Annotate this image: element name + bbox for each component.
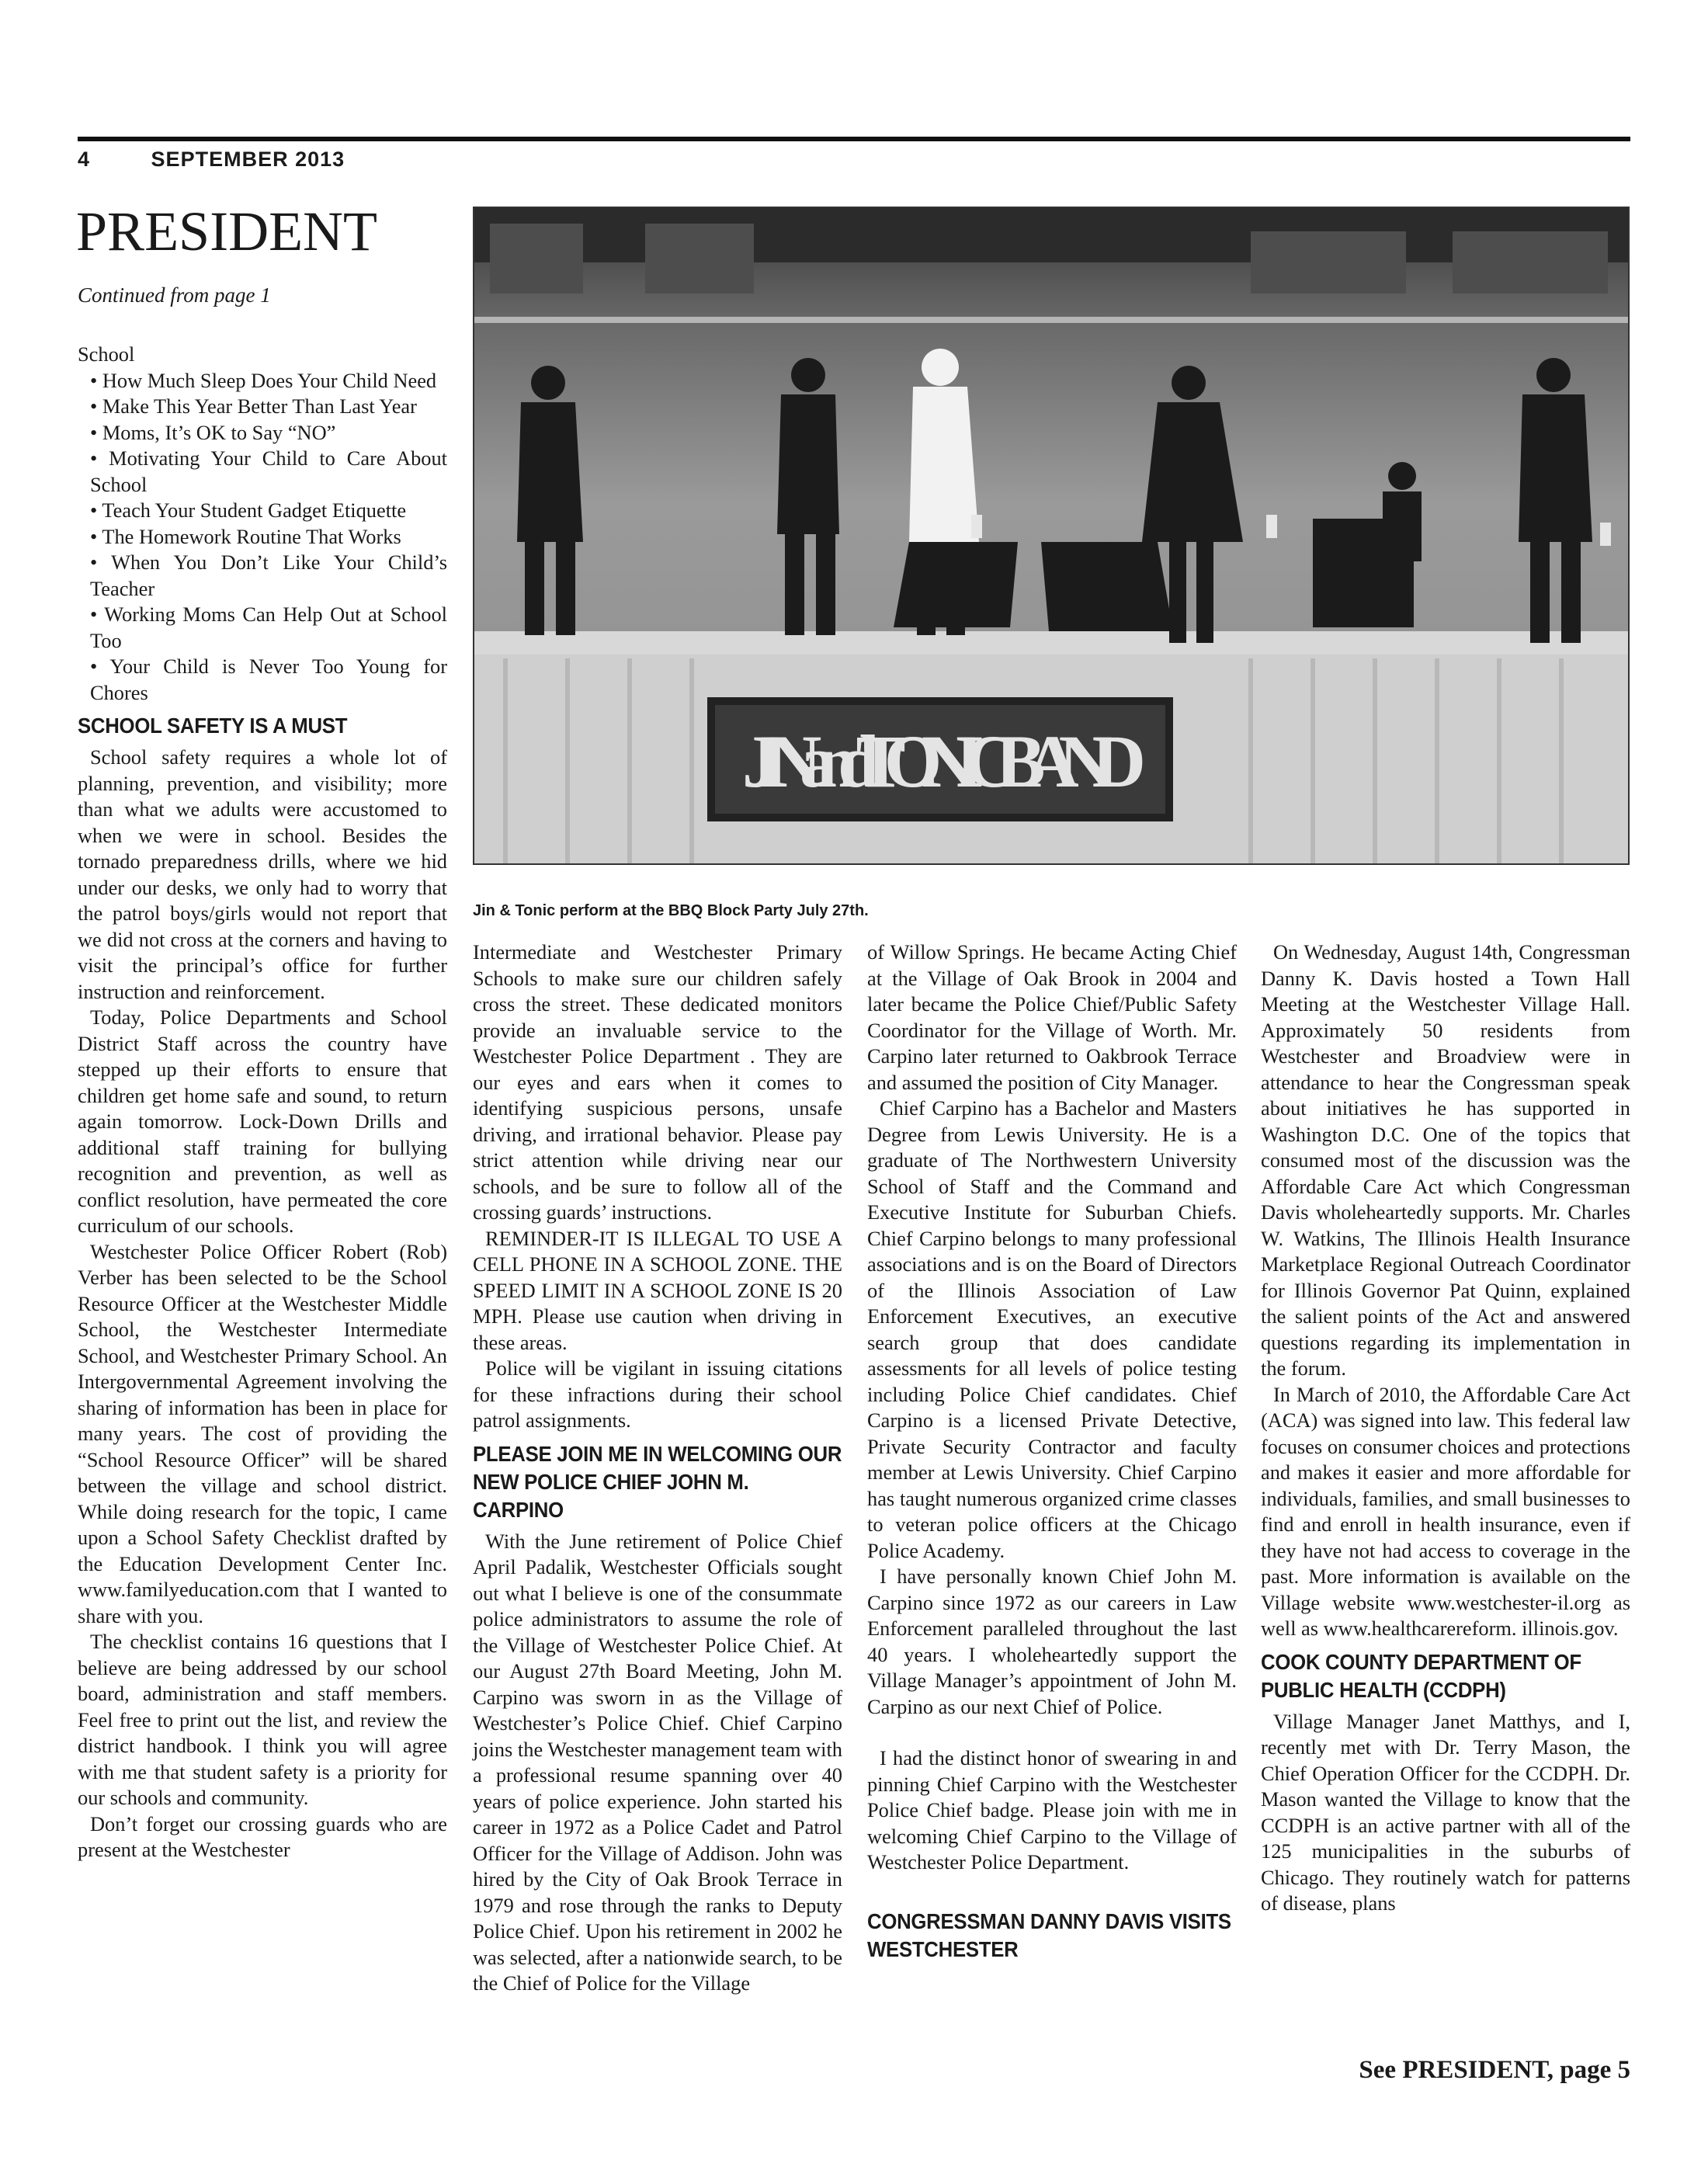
column-1: [78, 342, 447, 1863]
page-number: 4: [78, 148, 91, 171]
paragraph-gap: [867, 1876, 1237, 1901]
paragraph: Chief Carpino has a Bachelor and Masters Degree from Lewis University. He is a graduate of The Northwestern University School of Staff and the Command and Executive Institute for Suburban Chiefs. Chief Carpino belongs to many professional associations and is on the Board of Directors of the Illinois Association of Law Enforcement Executives, an executive search group that does candidate assessments for all levels of police testing including Police Chief candidates. Chief Carpino is a licensed Private Detective, Private Security Contractor and faculty member at Lewis University. Chief Carpino has taught numerous organized crime classes to veteran police officers at the Chicago Police Academy.: [867, 1096, 1237, 1562]
column-3: [867, 939, 1237, 1968]
issue-date: SEPTEMBER 2013: [151, 148, 345, 171]
list-item: • When You Don’t Like Your Child’s Teacher: [90, 550, 447, 600]
subhead-congressman: CONGRESSMAN DANNY DAVIS VISITS WESTCHESTER: [867, 1908, 1231, 1961]
paragraph-gap: [867, 1720, 1237, 1745]
paragraph: Police will be vigilant in issuing citations for these infractions during their school patrol assignments.: [473, 1356, 842, 1432]
paragraph: Today, Police Departments and School District Staff across the country have stepped up their efforts to ensure that children get home safe and sound, to return again tomorrow. Lock-Down Drills and additional staff training for bullying recognition and prevention, as well as conflict resolution, have permeated the core curriculum of our schools.: [78, 1005, 447, 1237]
column-2: [473, 939, 842, 1997]
paragraph: In March of 2010, the Affordable Care Act (ACA) was signed into law. This federal law focuses on consumer choices and protections and makes it easier and more affordable for individuals, families, and small businesses to find and enroll in health insurance, even if they have not had access to coverage in the past. More information is available on the Village website www.westchester-il.org as well as www.healthcarereform. illinois.gov.: [1261, 1382, 1630, 1640]
band-photo-illustration: [474, 208, 1628, 863]
band-photo: [473, 207, 1630, 865]
list-item: • The Homework Routine That Works: [90, 524, 401, 548]
paragraph: With the June retirement of Police Chief April Padalik, Westchester Officials sought out what I believe is one of the consummate police administrators to assume the role of the Village of Westchester Police Chief. At our August 27th Board Meeting, John M. Carpino was sworn in as the Village of Westchester’s Police Chief. Chief Carpino joins the Westchester management team with a professional resume spanning over 40 years of police experience. John started his career in 1972 as a Police Cadet and Patrol Officer for the Village of Addison. John was hired by the City of Oak Brook Terrace in 1979 and rose through the ranks to Deputy Police Chief. Upon his retirement in 2002 he was selected, after a nationwide search, to be the Chief of Police for the Village: [473, 1529, 842, 1995]
paragraph: I have personally known Chief John M. Carpino since 1972 as our careers in Law Enforcement paralleled throughout the last 40 years. I wholeheartedly support the Village Manager’s appointment of John M. Carpino as our next Chief of Police.: [867, 1565, 1237, 1718]
article-headline: PRESIDENT: [76, 200, 378, 262]
paragraph: Intermediate and Westchester Primary Schools to make sure our children safely cross the street. These dedicated monitors provide an invaluable service to the Westchester Police Department . They are our eyes and ears when it comes to identifying suspicious persons, unsafe driving, and irrational behavior. Please pay strict attention while driving near our schools, and be sure to follow all of the crossing guards’ instructions.: [473, 940, 842, 1224]
subhead-police-chief: PLEASE JOIN ME IN WELCOMING OUR NEW POLICE CHIEF JOHN M. CARPINO: [473, 1441, 842, 1522]
list-item: • Working Moms Can Help Out at School Too: [90, 603, 447, 652]
paragraph: On Wednesday, August 14th, Congressman Danny K. Davis hosted a Town Hall Meeting at the Westchester Village Hall. Approximately 50 residents from Westchester and Broadview were in attendance to hear the Congressman speak about initiatives he has supported in Washington D.C. One of the topics that consumed most of the discussion was the Affordable Care Act which Congressman Davis wholeheartedly supports. Mr. Charles W. Watkins, The Illinois Health Insurance Marketplace Regional Outreach Coordinator for Illinois Governor Pat Quinn, explained the salient points of the Act and answered questions regarding its implementation in the forum.: [1261, 940, 1630, 1380]
list-item: • Moms, It’s OK to Say “NO”: [90, 420, 336, 444]
jump-line: See PRESIDENT, page 5: [1359, 2056, 1630, 2084]
page-folio: [78, 148, 345, 172]
subhead-ccdph: COOK COUNTY DEPARTMENT OF PUBLIC HEALTH (CCDPH): [1261, 1649, 1581, 1702]
column-4: [1261, 939, 1630, 1917]
banner-text: JIN and TONIC BAND: [742, 720, 1146, 803]
paragraph: I had the distinct honor of swearing in and pinning Chief Carpino with the Westchester Police Chief badge. Please join with me in welcoming Chief Carpino to the Village of Westchester Police Department.: [867, 1746, 1237, 1874]
list-intro: School: [78, 342, 135, 366]
paragraph: of Willow Springs. He became Acting Chief at the Village of Oak Brook in 2004 and later became the Police Chief/Public Safety Coordinator for the Village of Worth. Mr. Carpino later returned to Oakbrook Terrace and assumed the position of City Manager.: [867, 940, 1237, 1094]
checklist-bullets: [78, 368, 447, 707]
paragraph: REMINDER-IT IS ILLEGAL TO USE A CELL PHONE IN A SCHOOL ZONE. THE SPEED LIMIT IN A SCHOOL ZONE IS 20 MPH. Please use caution when driving in these areas.: [473, 1226, 842, 1354]
continued-note: Continued from page 1: [78, 283, 271, 307]
header-rule: [78, 137, 1630, 141]
subhead-school-safety: SCHOOL SAFETY IS A MUST: [78, 714, 348, 738]
paragraph: Don’t forget our crossing guards who are present at the Westchester: [78, 1811, 447, 1861]
paragraph: The checklist contains 16 questions that I believe are being addressed by our school board, administration and staff members. Feel free to print out the list, and review the district handbook. I think you will agree with me that student safety is a priority for our schools and community.: [78, 1630, 447, 1809]
paragraph: Westchester Police Officer Robert (Rob) Verber has been selected to be the School Resource Officer at the Westchester Middle School, the Westchester Intermediate School, and Westchester Primary School. An Intergovernmental Agreement involving the sharing of information has been in place for many years. The cost of providing the “School Resource Officer” will be shared between the village and school district. While doing research for the topic, I came upon a School Safety Checklist drafted by the Education Development Center Inc. www.familyeducation.com that I wanted to share with you.: [78, 1239, 447, 1627]
photo-caption: Jin & Tonic perform at the BBQ Block Party July 27th.: [473, 902, 869, 919]
paragraph: Village Manager Janet Matthys, and I, recently met with Dr. Terry Mason, the Chief Operation Officer for the CCDPH. Dr. Mason wanted the Village to know that the CCDPH is an active partner with all of the 125 municipalities in the suburbs of Chicago. They routinely watch for patterns of disease, plans: [1261, 1709, 1630, 1915]
list-item: • How Much Sleep Does Your Child Need: [90, 368, 437, 392]
paragraph: School safety requires a whole lot of planning, prevention, and visibility; more than what we adults were accustomed to when we were in school. Besides the tornado preparedness drills, where we hid under our desks, we only had to worry that the patrol boys/girls would not report that we did not cross at the corners and having to visit the principal’s office for further instruction and reinforcement.: [78, 745, 447, 1003]
list-item: • Motivating Your Child to Care About School: [90, 446, 447, 496]
list-item: • Make This Year Better Than Last Year: [90, 394, 417, 418]
list-item: • Teach Your Student Gadget Etiquette: [90, 498, 407, 522]
list-item: • Your Child is Never Too Young for Chores: [90, 655, 447, 704]
